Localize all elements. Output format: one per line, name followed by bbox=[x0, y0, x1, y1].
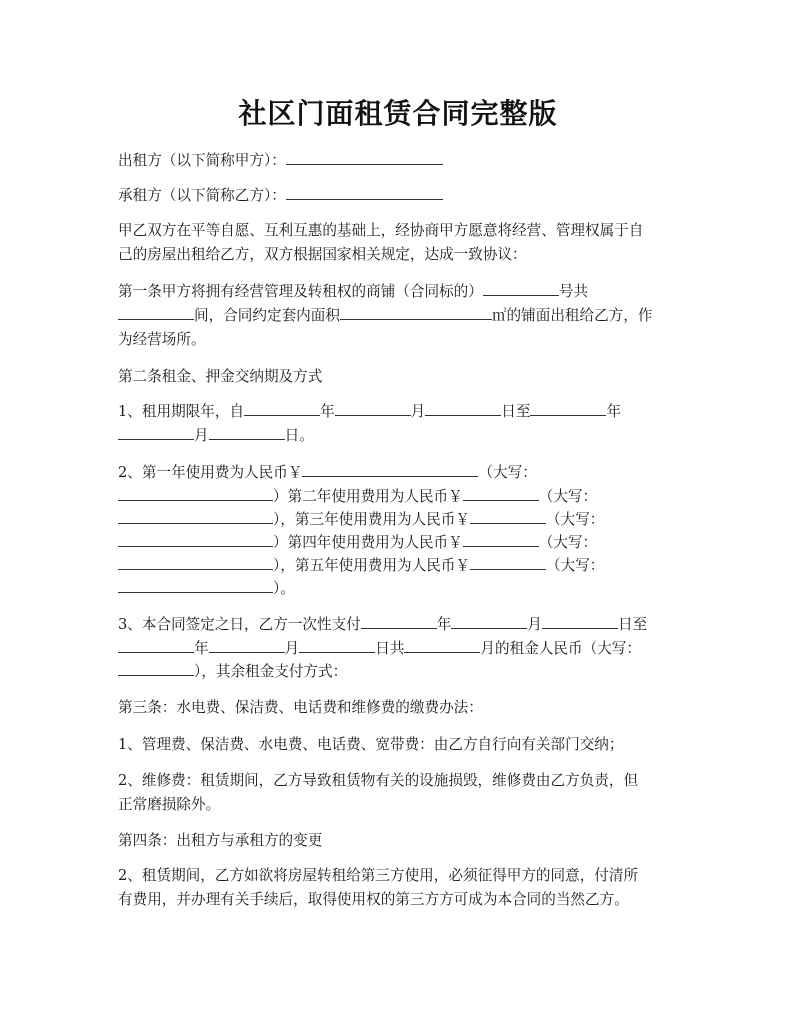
fee-text: ）。 bbox=[273, 580, 295, 597]
fee-text: ），第三年使用费用为人民币￥ bbox=[273, 511, 471, 528]
year5-daxie-blank[interactable] bbox=[118, 577, 273, 593]
payment-line-3 bbox=[118, 660, 347, 683]
fee-text: ）第四年使用费用为人民币￥ bbox=[273, 534, 463, 551]
pay-daxie-blank[interactable] bbox=[118, 660, 194, 676]
fee-line-1 bbox=[118, 461, 537, 484]
lessor-label: 出租方（以下简称甲方）： bbox=[118, 152, 286, 169]
intro-line-1: 甲乙双方在平等自愿、互利互惠的基础上，经协商甲方愿意将经营、管理权属于自 bbox=[118, 222, 644, 239]
pay-end-year-blank[interactable] bbox=[118, 637, 194, 653]
fee-text: （大写： bbox=[538, 534, 598, 551]
term-line-1 bbox=[118, 400, 621, 423]
year1-daxie-blank[interactable] bbox=[118, 485, 273, 501]
article-1-text: 第一条甲方将拥有经营管理及转租权的商铺（合同标的） bbox=[118, 283, 483, 300]
term-text: 1、租用期限年，自 bbox=[118, 403, 245, 420]
room-count-blank[interactable] bbox=[118, 304, 194, 320]
fee-text: ），第五年使用费用为人民币￥ bbox=[273, 557, 471, 574]
year3-fee-blank[interactable] bbox=[470, 508, 546, 524]
payment-text: 月的租金人民币（大写： bbox=[480, 640, 641, 657]
lessor-line bbox=[118, 149, 443, 172]
lessee-name-blank[interactable] bbox=[286, 184, 443, 200]
fee-line-3 bbox=[118, 508, 604, 531]
article-3-p1: 1、管理费、保洁费、水电费、电话费、宽带费：由乙方自行向有关部门交纳； bbox=[118, 736, 624, 753]
payment-line-1 bbox=[118, 613, 647, 636]
term-text: 年 bbox=[320, 403, 335, 420]
payment-text: 日至 bbox=[618, 616, 648, 633]
term-text: 年 bbox=[606, 403, 622, 420]
year1-fee-blank[interactable] bbox=[302, 461, 478, 477]
fee-text: （大写： bbox=[538, 488, 598, 505]
fee-line-5 bbox=[118, 554, 604, 577]
year2-fee-blank[interactable] bbox=[463, 485, 539, 501]
pay-end-month-blank[interactable] bbox=[209, 637, 285, 653]
term-text: 月 bbox=[194, 427, 209, 444]
term-text: 日至 bbox=[501, 403, 531, 420]
year5-fee-blank[interactable] bbox=[470, 554, 546, 570]
end-day-blank[interactable] bbox=[209, 424, 285, 440]
article-4-p2-line-2: 有费用，并办理有关手续后，取得使用权的第三方方可成为本合同的当然乙方。 bbox=[118, 891, 629, 908]
article-1-text: 间，合同约定套内面积 bbox=[194, 307, 340, 324]
fee-text: （大写： bbox=[478, 464, 537, 481]
pay-start-month-blank[interactable] bbox=[451, 613, 527, 629]
end-year-blank[interactable] bbox=[530, 400, 606, 416]
fee-text: （大写： bbox=[546, 511, 605, 528]
term-line-2 bbox=[118, 424, 314, 447]
year3-daxie-blank[interactable] bbox=[118, 531, 273, 547]
term-text: 月 bbox=[410, 403, 426, 420]
lessor-name-blank[interactable] bbox=[286, 149, 443, 165]
payment-text: 日共 bbox=[375, 640, 405, 657]
pay-end-day-blank[interactable] bbox=[299, 637, 375, 653]
start-day-blank[interactable] bbox=[425, 400, 501, 416]
article-4-p2-line-1: 2、租赁期间，乙方如欲将房屋转租给第三方使用，必须征得甲方的同意，付清所 bbox=[118, 867, 639, 884]
payment-text: 月 bbox=[527, 616, 543, 633]
fee-text: 2、第一年使用费为人民币￥ bbox=[118, 464, 303, 481]
fee-line-4 bbox=[118, 531, 597, 554]
year4-fee-blank[interactable] bbox=[463, 531, 539, 547]
article-3-p2-line-1: 2、维修费：租赁期间，乙方导致租赁物有关的设施损毁，维修费由乙方负责，但 bbox=[118, 772, 639, 789]
area-blank[interactable] bbox=[340, 304, 492, 320]
start-year-blank[interactable] bbox=[244, 400, 320, 416]
pay-months-blank[interactable] bbox=[404, 637, 480, 653]
fee-text: （大写： bbox=[546, 557, 605, 574]
payment-text: 月 bbox=[284, 640, 300, 657]
page-title: 社区门面租赁合同完整版 bbox=[238, 97, 558, 130]
payment-text: 年 bbox=[436, 616, 452, 633]
term-text: 日。 bbox=[284, 427, 314, 444]
payment-text: ），其余租金支付方式： bbox=[194, 663, 348, 680]
fee-line-2 bbox=[118, 485, 597, 508]
year2-daxie-blank[interactable] bbox=[118, 508, 273, 524]
article-1-text: 号共 bbox=[558, 283, 589, 300]
shop-number-blank[interactable] bbox=[483, 280, 559, 296]
pay-start-day-blank[interactable] bbox=[542, 613, 618, 629]
fee-line-6 bbox=[118, 577, 295, 600]
payment-text: 3、本合同签定之日，乙方一次性支付 bbox=[118, 616, 361, 633]
article-3-heading: 第三条：水电费、保洁费、电话费和维修费的缴费办法： bbox=[118, 699, 483, 716]
intro-line-2: 己的房屋出租给乙方，双方根据国家相关规定，达成一致协议： bbox=[118, 246, 527, 263]
start-month-blank[interactable] bbox=[335, 400, 411, 416]
lessee-line bbox=[118, 184, 443, 207]
pay-start-year-blank[interactable] bbox=[361, 613, 437, 629]
article-4-heading: 第四条：出租方与承租方的变更 bbox=[118, 832, 323, 849]
article-1-line-3: 为经营场所。 bbox=[118, 331, 206, 348]
end-month-blank[interactable] bbox=[118, 424, 194, 440]
article-1-line-1 bbox=[118, 280, 588, 303]
article-3-p2-line-2: 正常磨损除外。 bbox=[118, 796, 221, 813]
payment-line-2 bbox=[118, 637, 641, 660]
payment-text: 年 bbox=[194, 640, 209, 657]
year4-daxie-blank[interactable] bbox=[118, 554, 273, 570]
article-2-heading: 第二条租金、押金交纳期及方式 bbox=[118, 368, 323, 385]
article-1-line-2 bbox=[118, 304, 653, 327]
fee-text: ）第二年使用费用为人民币￥ bbox=[273, 488, 463, 505]
article-1-text: ㎡的铺面出租给乙方，作 bbox=[491, 307, 653, 324]
lessee-label: 承租方（以下简称乙方）： bbox=[118, 187, 286, 204]
